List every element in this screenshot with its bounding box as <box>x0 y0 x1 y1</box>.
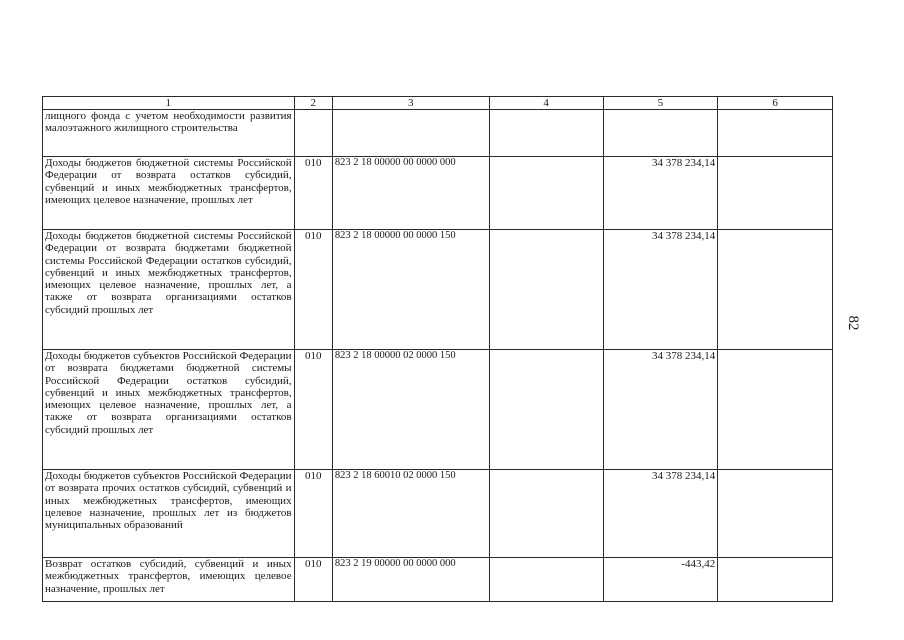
row-budget-classification-code: 823 2 18 60010 02 0000 150 <box>332 470 489 558</box>
table-row <box>43 350 833 470</box>
row-code: 010 <box>294 558 332 602</box>
row-budget-classification-code <box>332 110 489 157</box>
row-description: лищного фонда с учетом необходимости развития малоэтажного жилищного строительства <box>43 110 295 157</box>
row-code: 010 <box>294 157 332 230</box>
row-description: Доходы бюджетов бюджетной системы Российской Федерации от возврата бюджетами бюджетной системы Российской Федерации остатков субсидий, субвенций и иных межбюджетных трансфертов, имеющих целевое назначение, прошлых лет, а также от возврата организациями остатков субсидий прошлых лет <box>43 230 295 350</box>
row-code: 010 <box>294 470 332 558</box>
budget-table <box>42 96 833 602</box>
row-column-6 <box>718 350 833 470</box>
row-code: 010 <box>294 350 332 470</box>
row-budget-classification-code: 823 2 18 00000 00 0000 150 <box>332 230 489 350</box>
table-header-row <box>43 97 833 110</box>
column-header-5: 5 <box>603 97 718 110</box>
row-amount: 34 378 234,14 <box>603 230 718 350</box>
row-description: Возврат остатков субсидий, субвенций и иных межбюджетных трансфертов, имеющих целевое назначение, прошлых лет <box>43 558 295 602</box>
row-code <box>294 110 332 157</box>
row-description: Доходы бюджетов субъектов Российской Федерации от возврата бюджетами бюджетной системы Российской Федерации остатков субсидий, субвенций и иных межбюджетных трансфертов, имеющих целевое назначение, прошлых лет, а также от возврата организациями остатков субсидий прошлых лет <box>43 350 295 470</box>
row-column-4 <box>489 558 603 602</box>
row-amount: 34 378 234,14 <box>603 470 718 558</box>
row-column-4 <box>489 230 603 350</box>
table-row <box>43 230 833 350</box>
row-column-6 <box>718 157 833 230</box>
row-budget-classification-code: 823 2 18 00000 02 0000 150 <box>332 350 489 470</box>
row-budget-classification-code: 823 2 18 00000 00 0000 000 <box>332 157 489 230</box>
table-row <box>43 470 833 558</box>
column-header-2: 2 <box>294 97 332 110</box>
row-column-6 <box>718 470 833 558</box>
row-amount: 34 378 234,14 <box>603 350 718 470</box>
row-amount <box>603 110 718 157</box>
row-amount: -443,42 <box>603 558 718 602</box>
column-header-6: 6 <box>718 97 833 110</box>
row-column-6 <box>718 558 833 602</box>
column-header-3: 3 <box>332 97 489 110</box>
row-amount: 34 378 234,14 <box>603 157 718 230</box>
page-number: 82 <box>845 315 861 331</box>
table-row <box>43 157 833 230</box>
column-header-4: 4 <box>489 97 603 110</box>
row-description: Доходы бюджетов субъектов Российской Федерации от возврата прочих остатков субсидий, субвенций и иных межбюджетных трансфертов, имеющих целевое назначение, прошлых лет из бюджетов муниципальных образований <box>43 470 295 558</box>
table-row <box>43 558 833 602</box>
row-column-4 <box>489 110 603 157</box>
row-code: 010 <box>294 230 332 350</box>
row-column-4 <box>489 157 603 230</box>
row-budget-classification-code: 823 2 19 00000 00 0000 000 <box>332 558 489 602</box>
row-column-6 <box>718 110 833 157</box>
row-column-6 <box>718 230 833 350</box>
table-row <box>43 110 833 157</box>
row-column-4 <box>489 470 603 558</box>
column-header-1: 1 <box>43 97 295 110</box>
row-description: Доходы бюджетов бюджетной системы Российской Федерации от возврата остатков субсидий, субвенций и иных межбюджетных трансфертов, имеющих целевое назначение, прошлых лет <box>43 157 295 230</box>
row-column-4 <box>489 350 603 470</box>
